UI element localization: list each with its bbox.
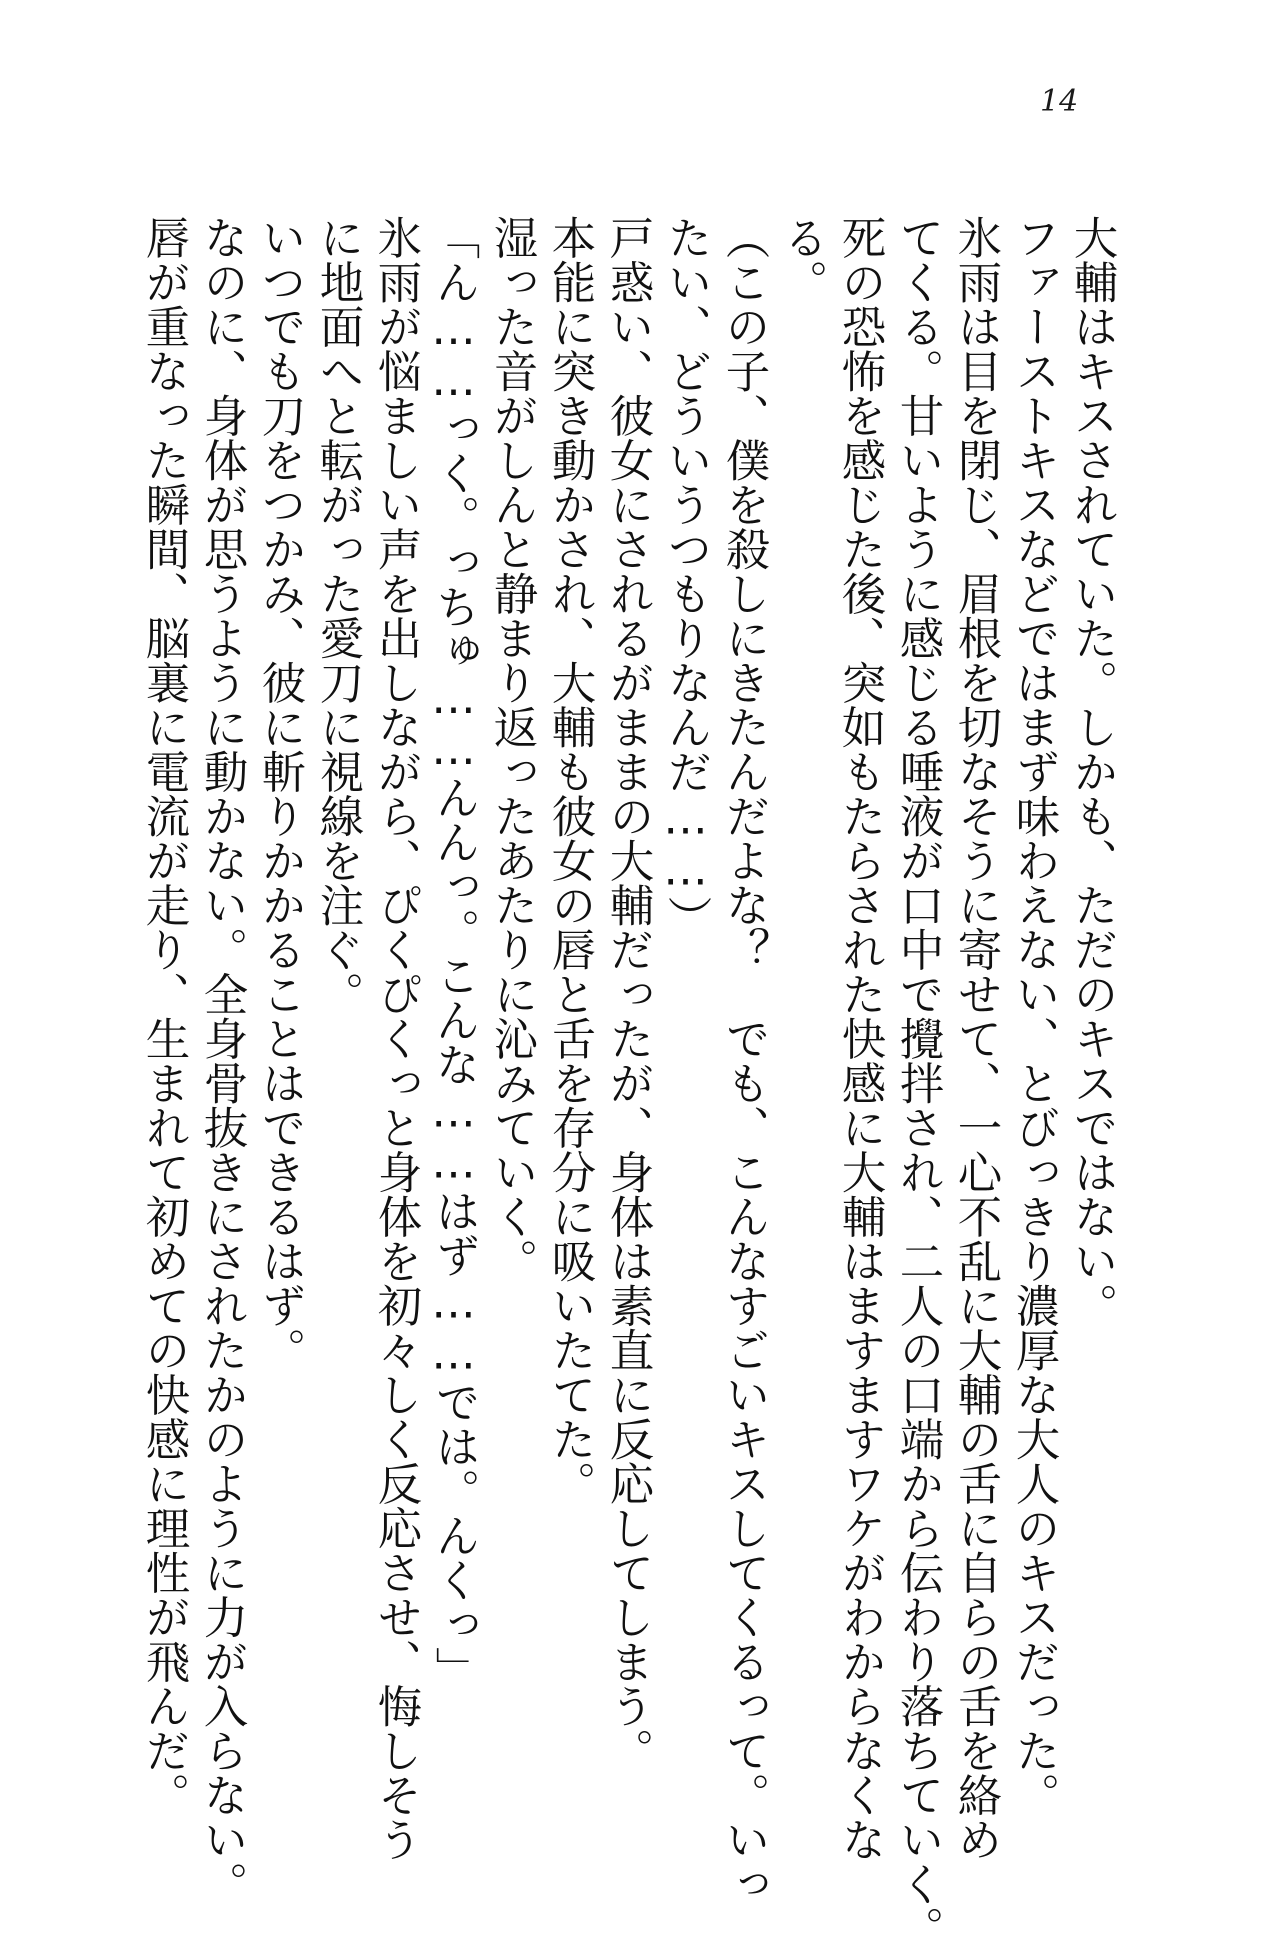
text-line: いつでも刀をつかみ、彼に斬りかかることはできるはず。 [254,215,305,1372]
text-line: 戸惑い、彼女にされるがままの大輔だったが、身体は素直に反応してしまう。 [602,215,653,1773]
text-line: 氷雨が悩ましい声を出しながら、ぴくぴくっと身体を初々しく反応させ、悔しそう [370,215,421,1862]
text-line: る。 [776,215,827,304]
text-line: ファーストキスなどではまず味わえない、とびっきり濃厚な大人のキスだった。 [1008,215,1059,1817]
text-line: 死の恐怖を感じた後、突如もたらされた快感に大輔はますますワケがわからなくな [834,215,885,1862]
page-number: 14 [1040,84,1079,119]
text-line: （この子、僕を殺しにきたんだよな？ でも、こんなすごいキスしてくるって。いっ [718,215,769,1906]
text-line: に地面へと転がった愛刀に視線を注ぐ。 [312,215,363,1016]
text-line: 唇が重なった瞬間、脳裏に電流が走り、生まれて初めての快感に理性が飛んだ。 [138,215,189,1817]
text-line: なのに、身体が思うように動かない。全身骨抜きにされたかのように力が入らない。 [196,215,247,1906]
body-text [134,215,1120,1951]
text-line: たい、どういうつもりなんだ……） [660,215,711,940]
text-line: 氷雨は目を閉じ、眉根を切なそうに寄せて、一心不乱に大輔の舌に自らの舌を絡め [950,215,1001,1862]
text-line: 「ん……っく。っちゅ……んんっ。こんな……はず……では。んくっ」 [428,215,479,1691]
text-line: てくる。甘いように感じる唾液が口中で攪拌され、二人の口端から伝わり落ちていく。 [892,215,943,1951]
text-line: 大輔はキスされていた。しかも、ただのキスではない。 [1066,215,1117,1328]
text-line: 本能に突き動かされ、大輔も彼女の唇と舌を存分に吸いたてた。 [544,215,595,1506]
text-line: 湿った音がしんと静まり返ったあたりに沁みていく。 [486,215,537,1283]
